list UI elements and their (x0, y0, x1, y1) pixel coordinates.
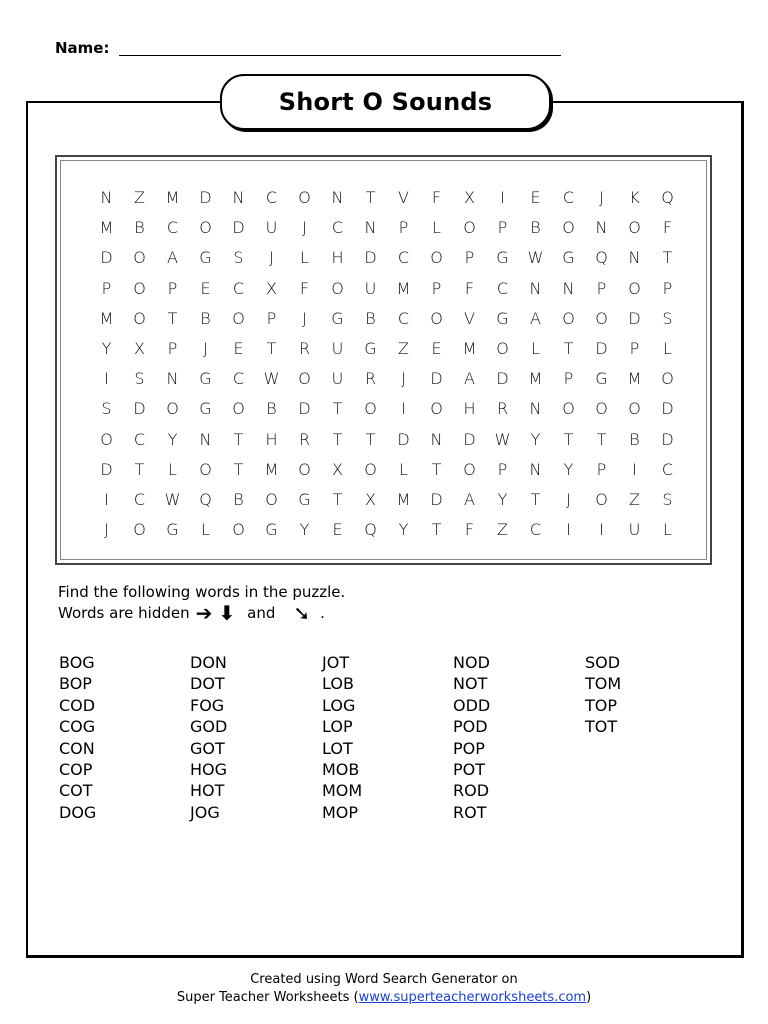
grid-letter: C (661, 459, 674, 479)
grid-letter: J (566, 490, 571, 509)
grid-row (57, 279, 710, 309)
grid-letter: P (596, 459, 607, 479)
grid-letter: L (663, 339, 672, 358)
grid-row (57, 490, 710, 520)
grid-letter: M (627, 369, 642, 389)
grid-letter: P (497, 459, 508, 479)
grid-letter: M (99, 308, 114, 328)
grid-letter: O (166, 399, 179, 419)
grid-letter: O (595, 399, 608, 419)
grid-letter: P (464, 248, 475, 268)
grid-letter: J (104, 520, 109, 540)
grid-letter: M (462, 339, 477, 358)
grid-letter: G (199, 369, 212, 389)
grid-letter: O (628, 399, 641, 419)
grid-letter: L (399, 459, 408, 479)
grid-letter: N (232, 188, 245, 207)
grid-letter: T (332, 399, 343, 419)
grid-letter: M (396, 490, 411, 509)
grid-letter: O (595, 308, 608, 328)
grid-letter: R (364, 369, 377, 389)
grid-letter: Q (364, 520, 377, 540)
grid-letter: B (134, 218, 145, 238)
word-column (190, 652, 227, 823)
grid-letter: Q (595, 248, 608, 268)
grid-letter: D (661, 399, 674, 419)
word-list-item: DOT (190, 674, 225, 694)
grid-letter: Y (299, 520, 310, 540)
instructions-prefix: Words are hidden (58, 604, 190, 622)
grid-row (57, 309, 710, 339)
grid-letter: I (632, 459, 637, 479)
grid-letter: O (232, 399, 245, 419)
grid-letter: R (298, 429, 311, 449)
grid-letter: B (530, 218, 541, 238)
grid-letter: B (629, 429, 640, 449)
grid-letter: J (302, 218, 307, 238)
grid-letter: X (464, 188, 475, 207)
grid-letter: N (100, 188, 113, 207)
word-list-item: MOM (322, 781, 363, 801)
grid-letter: U (628, 520, 641, 540)
grid-letter: Y (563, 459, 574, 479)
grid-letter: U (364, 278, 377, 298)
grid-letter: C (529, 520, 542, 540)
grid-letter: N (166, 369, 179, 389)
grid-letter: G (265, 520, 278, 540)
grid-letter: T (134, 459, 145, 479)
grid-letter: C (265, 188, 278, 207)
frame-top-left-edge (26, 101, 222, 103)
word-list-item: CON (59, 738, 95, 758)
word-column (322, 652, 362, 823)
grid-letter: O (595, 490, 608, 509)
grid-letter: G (331, 308, 344, 328)
grid-letter: G (595, 369, 608, 389)
grid-letter: N (529, 459, 542, 479)
grid-letter: S (101, 399, 112, 419)
grid-letter: O (133, 278, 146, 298)
word-column (585, 652, 621, 738)
grid-letter: M (99, 218, 114, 238)
word-list-item: COG (59, 717, 96, 737)
grid-letter: G (199, 399, 212, 419)
grid-row (57, 520, 710, 550)
grid-letter: O (364, 399, 377, 419)
grid-letter: O (430, 248, 443, 268)
word-list-item: LOG (322, 695, 356, 715)
page-title: Short O Sounds (278, 88, 493, 116)
grid-letter: F (662, 218, 673, 238)
grid-letter: T (563, 339, 574, 358)
grid-letter: A (464, 490, 475, 509)
grid-letter: I (401, 399, 406, 419)
grid-letter: S (662, 490, 673, 509)
word-list-item: POT (453, 760, 486, 780)
grid-letter: N (199, 429, 212, 449)
grid-letter: I (104, 369, 109, 389)
footer-website-link[interactable]: www.superteacherworksheets.com (358, 990, 587, 1005)
footer-source-line (0, 990, 768, 1005)
word-list-item: TOM (585, 674, 622, 694)
arrow-diagonal-icon: ➘ (293, 601, 311, 625)
grid-letter: B (365, 308, 376, 328)
grid-letter: Z (134, 188, 145, 207)
instructions-line-2 (58, 601, 325, 625)
grid-letter: O (199, 218, 212, 238)
word-list-item: SOD (585, 653, 621, 672)
grid-letter: N (430, 429, 443, 449)
word-list-item: ROD (453, 781, 490, 801)
word-list-item: DON (190, 653, 227, 672)
grid-letter: E (332, 520, 343, 540)
grid-letter: O (265, 490, 278, 509)
grid-letter: Z (497, 520, 508, 540)
grid-letter: K (629, 188, 640, 207)
grid-letter: D (100, 248, 113, 268)
grid-letter: P (662, 278, 673, 298)
grid-letter: D (595, 339, 608, 358)
instructions-line-1: Find the following words in the puzzle. (58, 583, 346, 601)
footer-source-suffix: ) (586, 990, 592, 1005)
grid-letter: D (430, 369, 443, 389)
grid-letter: O (232, 308, 245, 328)
grid-letter: G (298, 490, 311, 509)
grid-letter: U (331, 339, 344, 358)
grid-letter: C (331, 218, 344, 238)
grid-letter: O (496, 339, 509, 358)
word-list-item: BOP (59, 674, 92, 694)
grid-letter: P (431, 278, 442, 298)
grid-row (57, 218, 710, 248)
grid-letter: P (497, 218, 508, 238)
grid-letter: H (331, 248, 344, 268)
grid-row (57, 188, 710, 218)
grid-letter: L (531, 339, 540, 358)
grid-letter: T (596, 429, 607, 449)
grid-letter: M (528, 369, 543, 389)
word-list-item: COP (59, 760, 93, 780)
grid-letter: Y (497, 490, 508, 509)
grid-letter: G (496, 308, 509, 328)
grid-letter: M (264, 459, 279, 479)
grid-letter: D (661, 429, 674, 449)
word-list-item: COT (59, 781, 93, 801)
grid-letter: I (599, 520, 604, 540)
grid-letter: Y (101, 339, 112, 358)
grid-letter: Y (398, 520, 409, 540)
grid-row (57, 430, 710, 460)
grid-letter: W (527, 248, 544, 268)
grid-letter: M (396, 278, 411, 298)
grid-letter: T (563, 429, 574, 449)
grid-letter: O (463, 218, 476, 238)
grid-letter: D (364, 248, 377, 268)
grid-letter: X (134, 339, 145, 358)
frame-top-right-edge (549, 101, 744, 103)
grid-letter: C (133, 490, 146, 509)
grid-letter: I (500, 188, 505, 207)
grid-letter: J (302, 308, 307, 328)
grid-letter: S (233, 248, 244, 268)
grid-letter: O (100, 429, 113, 449)
word-list-item: POD (453, 717, 488, 737)
word-list-item: JOT (322, 653, 350, 672)
grid-letter: N (529, 278, 542, 298)
grid-letter: T (266, 339, 277, 358)
instructions-period: . (320, 604, 325, 622)
word-list-item: DOG (59, 802, 97, 822)
grid-letter: D (100, 459, 113, 479)
word-list-item: POP (453, 738, 485, 758)
grid-row (57, 248, 710, 278)
grid-letter: L (201, 520, 210, 540)
word-list-item: TOP (585, 695, 618, 715)
word-list-item: LOP (322, 717, 353, 737)
grid-letter: W (494, 429, 511, 449)
grid-letter: B (200, 308, 211, 328)
grid-letter: G (496, 248, 509, 268)
grid-letter: E (530, 188, 541, 207)
grid-letter: L (168, 459, 177, 479)
grid-letter: D (496, 369, 509, 389)
grid-letter: O (298, 369, 311, 389)
word-list-item: LOB (322, 674, 354, 694)
grid-letter: D (430, 490, 443, 509)
grid-letter: I (566, 520, 571, 540)
word-list-item: HOG (190, 760, 228, 780)
grid-letter: T (332, 490, 343, 509)
grid-letter: T (431, 459, 442, 479)
grid-row (57, 369, 710, 399)
grid-letter: X (266, 278, 277, 298)
grid-letter: E (233, 339, 244, 358)
grid-letter: D (628, 308, 641, 328)
word-list-item: ODD (453, 695, 491, 715)
grid-letter: G (166, 520, 179, 540)
word-list-item: BOG (59, 653, 95, 672)
grid-letter: T (431, 520, 442, 540)
grid-letter: D (199, 188, 212, 207)
name-line (119, 55, 561, 56)
word-list-item: JOG (190, 802, 220, 822)
grid-letter: O (430, 399, 443, 419)
grid-letter: O (331, 278, 344, 298)
grid-letter: S (662, 308, 673, 328)
grid-letter: T (233, 429, 244, 449)
grid-letter: N (331, 188, 344, 207)
instructions-and: and (247, 604, 276, 622)
word-list-item: MOP (322, 802, 359, 822)
word-search-grid-box (55, 155, 712, 565)
grid-letter: C (133, 429, 146, 449)
grid-letter: Y (530, 429, 541, 449)
grid-letter: N (529, 399, 542, 419)
grid-letter: O (628, 218, 641, 238)
grid-letter: P (398, 218, 409, 238)
grid-letter: D (463, 429, 476, 449)
grid-letter: P (167, 278, 178, 298)
grid-letter: B (266, 399, 277, 419)
title-banner (220, 74, 551, 130)
word-list-item: NOD (453, 653, 490, 672)
grid-letter: T (365, 188, 376, 207)
grid-letter: O (199, 459, 212, 479)
grid-letter: O (562, 399, 575, 419)
grid-letter: J (599, 188, 604, 207)
word-list-item: COD (59, 695, 96, 715)
word-column (59, 652, 96, 823)
grid-letter: P (563, 369, 574, 389)
grid-letter: M (165, 188, 180, 207)
grid-letter: U (265, 218, 278, 238)
grid-letter: C (397, 248, 410, 268)
grid-letter: L (300, 248, 309, 268)
grid-letter: G (364, 339, 377, 358)
grid-letter: D (298, 399, 311, 419)
grid-letter: I (104, 490, 109, 509)
grid-letter: A (167, 248, 178, 268)
grid-letter: N (628, 248, 641, 268)
word-search-grid (57, 157, 710, 563)
word-list-item: LOT (322, 738, 353, 758)
grid-letter: D (397, 429, 410, 449)
name-label: Name: (55, 39, 110, 57)
grid-row (57, 460, 710, 490)
grid-letter: N (595, 218, 608, 238)
grid-letter: J (203, 339, 208, 358)
grid-letter: E (200, 278, 211, 298)
grid-letter: O (298, 188, 311, 207)
grid-letter: O (364, 459, 377, 479)
word-list-item: FOG (190, 695, 225, 715)
grid-letter: J (401, 369, 406, 389)
word-list-item: HOT (190, 781, 225, 801)
grid-letter: Q (661, 188, 674, 207)
grid-letter: T (530, 490, 541, 509)
grid-letter: F (464, 520, 475, 540)
grid-letter: C (232, 278, 245, 298)
grid-letter: E (431, 339, 442, 358)
grid-letter: O (232, 520, 245, 540)
grid-letter: O (133, 520, 146, 540)
grid-letter: U (331, 369, 344, 389)
grid-letter: T (233, 459, 244, 479)
grid-letter: A (464, 369, 475, 389)
grid-letter: S (134, 369, 145, 389)
grid-letter: L (432, 218, 441, 238)
grid-row (57, 399, 710, 429)
grid-letter: T (167, 308, 178, 328)
arrow-down-icon: ⬇ (218, 601, 236, 625)
grid-letter: P (266, 308, 277, 328)
grid-row (57, 339, 710, 369)
grid-letter: P (629, 339, 640, 358)
grid-letter: O (562, 218, 575, 238)
word-list-item: ROT (453, 802, 487, 822)
grid-letter: Y (167, 429, 178, 449)
grid-letter: J (269, 248, 274, 268)
grid-letter: X (332, 459, 343, 479)
grid-letter: D (232, 218, 245, 238)
grid-letter: H (265, 429, 278, 449)
grid-letter: B (233, 490, 244, 509)
word-list-item: GOT (190, 738, 225, 758)
grid-letter: F (464, 278, 475, 298)
grid-letter: V (398, 188, 409, 207)
grid-letter: O (430, 308, 443, 328)
grid-letter: G (562, 248, 575, 268)
grid-letter: F (299, 278, 310, 298)
grid-letter: C (166, 218, 179, 238)
grid-letter: D (133, 399, 146, 419)
grid-letter: T (332, 429, 343, 449)
grid-letter: N (562, 278, 575, 298)
grid-letter: R (496, 399, 509, 419)
grid-letter: X (365, 490, 376, 509)
grid-letter: O (562, 308, 575, 328)
grid-letter: A (530, 308, 541, 328)
grid-letter: O (463, 459, 476, 479)
word-list-item: MOB (322, 760, 360, 780)
grid-letter: Q (199, 490, 212, 509)
grid-letter: Z (398, 339, 409, 358)
grid-letter: P (101, 278, 112, 298)
grid-letter: O (298, 459, 311, 479)
grid-letter: P (596, 278, 607, 298)
grid-letter: O (133, 248, 146, 268)
grid-letter: Z (629, 490, 640, 509)
grid-letter: G (199, 248, 212, 268)
grid-letter: P (167, 339, 178, 358)
grid-letter: H (463, 399, 476, 419)
grid-letter: T (365, 429, 376, 449)
footer-source-prefix: Super Teacher Worksheets ( (176, 990, 359, 1005)
word-list-item: NOT (453, 674, 488, 694)
grid-letter: O (661, 369, 674, 389)
grid-letter: C (397, 308, 410, 328)
word-list-item: TOT (585, 717, 618, 737)
grid-letter: W (263, 369, 280, 389)
grid-letter: L (663, 520, 672, 540)
word-list-item: GOD (190, 717, 228, 737)
grid-letter: C (232, 369, 245, 389)
grid-letter: C (496, 278, 509, 298)
grid-letter: N (364, 218, 377, 238)
arrow-right-icon: ➔ (195, 601, 213, 625)
grid-letter: O (628, 278, 641, 298)
grid-letter: O (133, 308, 146, 328)
grid-letter: V (464, 308, 475, 328)
grid-letter: F (431, 188, 442, 207)
word-column (453, 652, 490, 823)
grid-letter: W (164, 490, 181, 509)
grid-letter: T (662, 248, 673, 268)
grid-letter: C (562, 188, 575, 207)
footer-credit-line: Created using Word Search Generator on (250, 972, 518, 987)
grid-letter: R (298, 339, 311, 358)
